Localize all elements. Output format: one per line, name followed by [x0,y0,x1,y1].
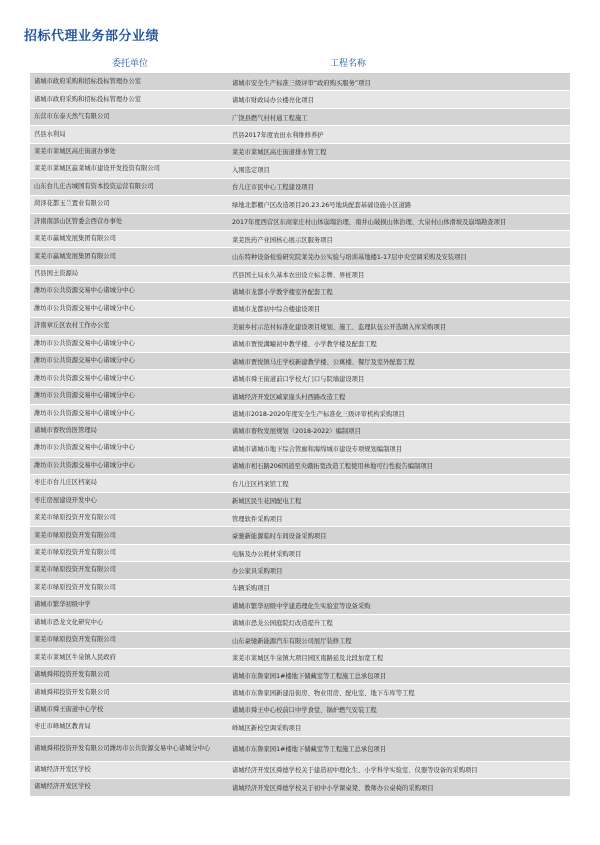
client-cell: 莱芜市绿原投资开发有限公司 [34,549,116,557]
client-cell: 莱芜市绿原投资开发有限公司 [34,636,116,644]
project-cell: 莱芜市莱城区牛泉镇大项目园区南路延及北段加宽工程 [232,655,384,663]
table-row [30,580,570,597]
table-row [30,353,570,370]
project-cell: 山东特种设备检验研究院莱芜办公实验与培训基地楼1-17层中央空调采购及安装项目 [232,254,467,262]
project-cell: 诸城市繁华初级中学建造理化生实验室等设备采购 [232,602,371,610]
project-cell: 莒县国土局永久基本农田设立标志牌、界桩项目 [232,271,365,279]
client-cell: 莱芜市莱城区高庄街道办事处 [34,147,116,155]
client-cell: 诸城市恐龙文化研究中心 [34,618,104,626]
table-row [30,649,570,666]
project-cell: 诸城市相石路206国道至央赣拓宽改造工程使用林地可行性报告编制项目 [232,463,433,471]
project-cell: 峄城区新校空调采购项目 [232,724,302,732]
project-cell: 2017年度西营区东商家庄村山体崩塌治理、南井山破损山体治理、大泉村山体滑坡及崩塌勘查项目 [232,219,507,227]
client-cell: 潍坊市公共资源交易中心诸城分中心 [34,357,135,365]
project-cell: 诸城市财政局办公楼亮化项目 [232,97,314,105]
project-cell: 台儿庄市民中心工程建设项目 [232,184,314,192]
table-row [30,144,570,161]
project-cell: 绿地北都棚户区改造项目20.23.26号地块配套基础设施小区道路 [232,201,412,209]
table-row [30,370,570,387]
table-row [30,632,570,649]
client-cell: 潍坊市公共资源交易中心诸城分中心 [34,392,135,400]
table-row [30,318,570,335]
project-cell: 莱芜市莱城区高庄街道排水管工程 [232,149,327,157]
table-row [30,214,570,231]
header-client: 委托单位 [111,58,148,69]
table-row [30,719,570,736]
project-cell: 诸城经济开发区舜德学校关于初中小学课桌凳、教师办公桌椅的采购项目 [232,784,434,792]
client-cell: 潍坊市公共资源交易中心诸城分中心 [34,287,135,295]
client-cell: 潍坊市公共资源交易中心诸城分中心 [34,339,135,347]
client-cell: 诸城经济开发区学校 [34,765,91,773]
project-cell: 诸城市舜王中心校前口中学食堂、锅炉燃气安装工程 [232,707,377,715]
client-cell: 诸城舜邦投资开发有限公司潍坊市公共资源交易中心诸城分中心 [34,744,211,752]
table-row [30,161,570,178]
project-cell: 新城区民生花园配电工程 [232,498,302,506]
project-cell: 诸城市龙都初中综合楼建设项目 [232,306,321,314]
table-row [30,779,570,796]
performance-table [30,47,570,797]
project-cell: 诸城市舜王街道前口学校大门口与院墙建设项目 [232,376,365,384]
client-cell: 枣庄房屋建设开发中心 [34,496,97,504]
table-row [30,702,570,719]
table-row [30,196,570,213]
table-row [30,179,570,196]
table-row [30,336,570,353]
table-row [30,737,570,762]
project-cell: 诸城市诸城市地下综合管廊和海绵城市建设专项规划编制项目 [232,445,403,453]
table-row [30,762,570,779]
client-cell: 诸城市舜王街道中心学校 [34,705,104,713]
client-cell: 诸城市畜牧兽医管理局 [34,426,97,434]
client-cell: 菏泽花都玉兰置业有限公司 [34,200,110,208]
project-cell: 诸城市东鲁家园1#楼地下储藏室等工程施工总承包项目 [232,672,387,680]
table-row [30,597,570,614]
project-cell: 台儿庄区档案馆工程 [232,480,289,488]
client-cell: 诸城经济开发区学校 [34,783,91,791]
table-row [30,545,570,562]
header-project: 工程名称 [330,58,367,69]
project-cell: 广饶县燃气村村通工程施工 [232,114,308,122]
table-row [30,231,570,248]
table-row [30,126,570,143]
project-cell: 入围选定项目 [232,166,270,174]
project-cell: 诸城市贾悦镇马庄学校新建教学楼、公寓楼、餐厅及室外配套工程 [232,358,415,366]
client-cell: 莱芜市莱城区嬴莱城市建设开发投资有限公司 [34,165,160,173]
table-row [30,74,570,91]
table-body [30,74,570,797]
table-row [30,562,570,579]
table-row [30,266,570,283]
client-cell: 潍坊市公共资源交易中心诸城分中心 [34,374,135,382]
project-cell: 车辆采购项目 [232,585,270,593]
table-header [30,47,570,74]
project-cell: 山东豪驰新能源汽车有限公司展厅装修工程 [232,637,352,645]
client-cell: 诸城舜邦投资开发有限公司 [34,671,110,679]
project-cell: 办公家具采购项目 [232,567,283,575]
project-cell: 莒县2017年度农田水利维修养护 [232,132,324,140]
table-row [30,283,570,300]
project-cell: 管理软件采购项目 [232,515,283,523]
table-row [30,458,570,475]
client-cell: 莱芜市赢城发展集团有限公司 [34,252,116,260]
project-cell: 莱芜医药产业园核心展示区服务项目 [232,236,333,244]
table-row [30,510,570,527]
table-row [30,301,570,318]
project-cell: 诸城市东鲁家园新建沿街房、物业用房、配电室、地下车库等工程 [232,690,415,698]
client-cell: 枣庄市峄城区教育局 [34,723,91,731]
table-row [30,440,570,457]
client-cell: 东营市东泰天然气有限公司 [34,113,110,121]
project-cell: 诸城市畜牧发展规划（2018-2022）编制项目 [232,428,361,436]
project-cell: 诸城市恐龙公园庭院灯改造提升工程 [232,620,333,628]
client-cell: 济南南部山区管委会西营办事处 [34,217,123,225]
client-cell: 潍坊市公共资源交易中心诸城分中心 [34,409,135,417]
project-cell: 诸城市贾悦溝疃初中教学楼、小学教学楼及配套工程 [232,341,377,349]
client-cell: 济南章丘区农村工作办公室 [34,322,110,330]
table-row [30,248,570,265]
table-row [30,615,570,632]
table-row [30,405,570,422]
client-cell: 莱芜市绿原投资开发有限公司 [34,514,116,522]
client-cell: 莱芜市绿原投资开发有限公司 [34,583,116,591]
project-cell: 豪驰新能源临时车间设备采购项目 [232,533,327,541]
table-row [30,667,570,684]
table-row [30,493,570,510]
table-row [30,684,570,701]
table-row [30,388,570,405]
client-cell: 诸城舜邦投资开发有限公司 [34,688,110,696]
project-cell: 诸城市东鲁家园1#楼地下储藏室等工程施工总承包项目 [232,746,387,754]
project-cell: 美丽乡村示范村标准化建设项目规划、施工、监理队伍公开选聘入库采购项目 [232,323,447,331]
client-cell: 莒县国土资源局 [34,270,79,278]
client-cell: 山东台儿庄古城国有资本投资运营有限公司 [34,182,154,190]
table-row [30,91,570,108]
table-row [30,423,570,440]
table-row [30,475,570,492]
project-cell: 电脑及办公耗材采购项目 [232,550,302,558]
project-cell: 诸城市2018-2020年度安全生产标准化三级评审机构采购项目 [232,411,405,419]
client-cell: 莱芜市莱城区牛泉镇人民政府 [34,653,116,661]
table-row [30,109,570,126]
client-cell: 潍坊市公共资源交易中心诸城分中心 [34,444,135,452]
table-row [30,527,570,544]
client-cell: 莱芜市赢城发展集团有限公司 [34,235,116,243]
client-cell: 诸城市繁华初级中学 [34,601,91,609]
client-cell: 潍坊市公共资源交易中心诸城分中心 [34,304,135,312]
project-cell: 诸城市安全生产标准三级评审“政府购买服务”项目 [232,79,371,87]
client-cell: 莱芜市绿原投资开发有限公司 [34,566,116,574]
project-cell: 诸城经济开发区舜德学校关于建造初中理化生、小学科学实验室、仪器等设备的采购项目 [232,767,478,775]
client-cell: 莒县水利局 [34,130,66,138]
client-cell: 诸城市政府采购和招标投标管理办公室 [34,95,142,103]
client-cell: 诸城市政府采购和招标投标管理办公室 [34,78,142,86]
client-cell: 枣庄市台儿庄区档案局 [34,479,97,487]
project-cell: 诸城市龙都小学教学楼室外配套工程 [232,288,333,296]
project-cell: 诸城经济开发区臧家崖头村西路改造工程 [232,393,346,401]
client-cell: 潍坊市公共资源交易中心诸城分中心 [34,461,135,469]
page-title: 招标代理业务部分业绩 [24,29,160,44]
client-cell: 莱芜市绿原投资开发有限公司 [34,531,116,539]
